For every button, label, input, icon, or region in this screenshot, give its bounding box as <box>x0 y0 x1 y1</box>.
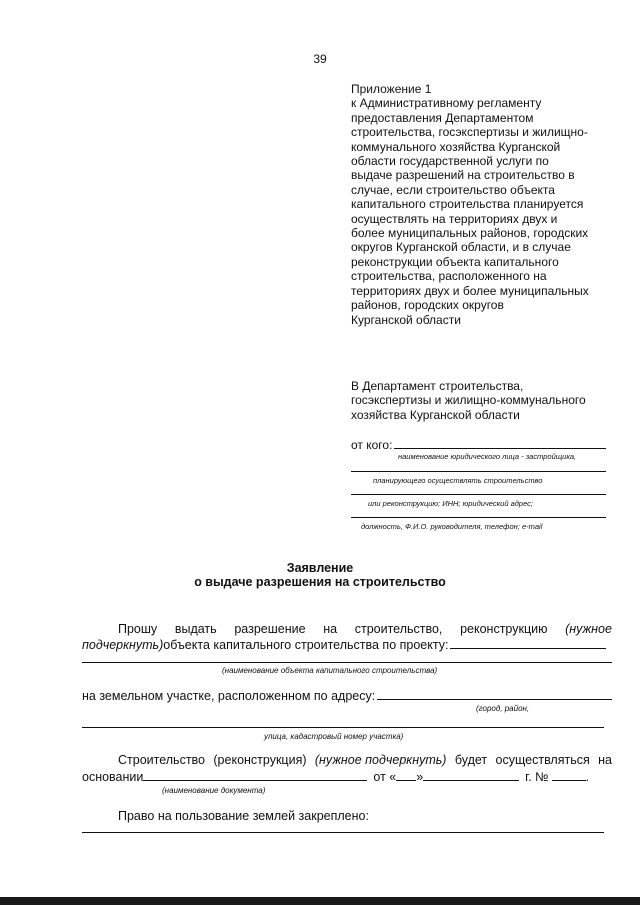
caption-applicant-name: наименование юридического лица - застройщика, <box>398 452 577 461</box>
appendix-block <box>351 82 621 327</box>
appendix-line: области государственной услуги по <box>351 154 549 169</box>
word: выдать <box>174 622 217 636</box>
object-name-line[interactable] <box>82 662 612 663</box>
appendix-line: выдаче разрешений на строительство в <box>351 168 575 183</box>
caption-object-name: (наименование объекта капитального строительства) <box>222 666 438 675</box>
caption-document-name: (наименование документа) <box>162 786 266 795</box>
appendix-line: коммунального хозяйства Курганской <box>351 139 561 154</box>
appendix-line: территориях двух и более муниципальных <box>351 283 589 298</box>
word: строительство, <box>354 622 443 636</box>
month-input[interactable] <box>423 768 519 781</box>
appendix-line: к Административному регламенту <box>351 96 542 111</box>
land-address-row <box>82 687 612 705</box>
appendix-line: Курганской области <box>351 312 461 327</box>
day-input[interactable] <box>396 768 416 781</box>
quote-close: » <box>416 770 424 784</box>
caption-street-cadastral: улица, кадастровый номер участка) <box>264 732 404 741</box>
appendix-line: предоставления Департаментом <box>351 110 534 125</box>
appendix-line: случае, если строительство объекта <box>351 182 555 197</box>
basis-label: основании <box>82 770 144 784</box>
word: (реконструкция) <box>213 753 307 767</box>
project-input-line[interactable] <box>450 636 606 649</box>
appendix-line: районов, городских округов <box>351 298 504 313</box>
addressee-line: хозяйства Курганской области <box>351 407 520 422</box>
appendix-line: более муниципальных районов, городских <box>351 226 589 241</box>
applicant-line-2[interactable] <box>351 471 606 472</box>
street-cadastral-line[interactable] <box>82 727 604 728</box>
word: осуществляться <box>495 753 590 767</box>
applicant-line-4[interactable] <box>351 517 606 518</box>
appendix-line: округов Курганской области, и в случае <box>351 240 571 255</box>
from-label: от кого: <box>351 438 393 452</box>
appendix-line: строительства, расположенного на <box>351 269 547 284</box>
project-label: объекта капитального строительства по проекту: <box>163 638 449 652</box>
word-italic: (нужное <box>565 622 612 636</box>
document-subtitle: о выдаче разрешения на строительство <box>194 575 446 589</box>
underline-hint: (нужное подчеркнуть) <box>314 753 447 767</box>
date-from-label: от « <box>373 770 397 784</box>
land-rights-label: Право на пользование землей закреплено: <box>118 809 369 823</box>
appendix-line: осуществлять на территориях двух и <box>351 211 558 226</box>
word: будет <box>454 753 488 767</box>
applicant-line-3[interactable] <box>351 494 606 495</box>
construction-paragraph-line1 <box>118 752 612 769</box>
appendix-line: реконструкции объекта капитального <box>351 254 559 269</box>
word: разрешение <box>234 622 306 636</box>
scan-bottom-edge <box>0 897 640 905</box>
period: . <box>585 770 590 784</box>
addressee-block <box>351 379 621 422</box>
appendix-line: строительства, госэкспертизы и жилищно- <box>351 125 588 140</box>
addressee-line: В Департамент строительства, <box>351 379 524 393</box>
word: реконструкцию <box>460 622 548 636</box>
word: Прошу <box>118 622 158 636</box>
caption-applicant-inn: или реконструкцию; ИНН; юридический адрес; <box>368 499 533 508</box>
appendix-line: капитального строительства планируется <box>351 197 584 212</box>
word: Строительство <box>118 753 205 767</box>
year-number-label: г. № <box>525 770 549 784</box>
request-paragraph-line2 <box>82 636 612 654</box>
underline-hint: подчеркнуть) <box>82 638 164 652</box>
document-number-input[interactable] <box>552 768 586 781</box>
construction-basis-row <box>82 768 606 786</box>
caption-city-district: (город, район, <box>476 704 530 713</box>
from-input-line[interactable] <box>394 436 606 449</box>
caption-applicant-plan: планирующего осуществлять строительство <box>373 476 543 485</box>
from-row <box>351 436 606 452</box>
word: на <box>598 753 612 767</box>
word: на <box>323 622 338 636</box>
appendix-line: Приложение 1 <box>351 82 432 96</box>
address-input-line[interactable] <box>377 687 612 700</box>
land-address-label: на земельном участке, расположенном по адресу: <box>82 689 376 703</box>
basis-document-input[interactable] <box>143 768 367 781</box>
document-title: Заявление <box>286 561 354 575</box>
caption-applicant-head: должность, Ф.И.О. руководителя, телефон; e-mail <box>361 522 543 531</box>
land-rights-line[interactable] <box>82 832 604 833</box>
page-number: 39 <box>313 52 327 66</box>
addressee-line: госэкспертизы и жилищно-коммунального <box>351 393 586 408</box>
